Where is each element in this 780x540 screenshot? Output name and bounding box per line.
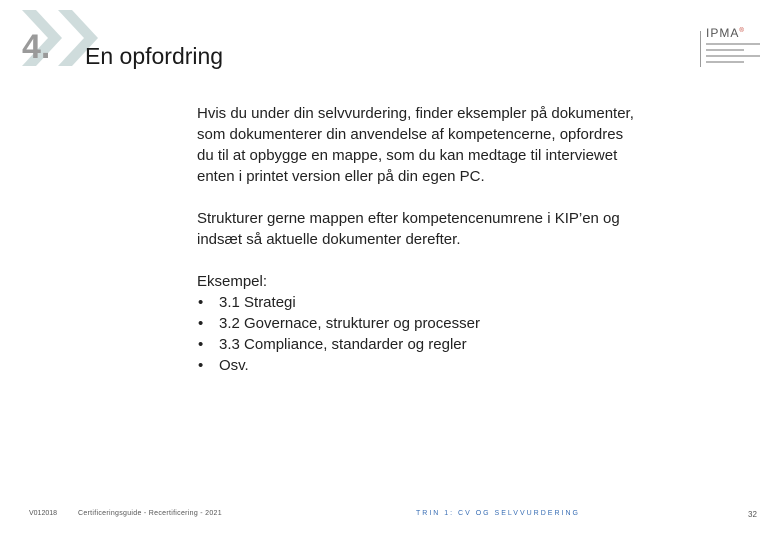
- paragraph-folder-advice: Hvis du under din selvvurdering, finder eksempler på dokumenter, som dokumenterer din anvendelse af kompetencerne, opfordres du til at opbygge en mappe, som du kan medtage til interviewet enten i printet version eller på din egen PC.: [197, 105, 634, 185]
- logo-tagline-line: [706, 55, 760, 57]
- bullet-icon: •: [198, 357, 204, 374]
- list-item: [197, 355, 637, 376]
- section-number: 4.: [22, 28, 51, 66]
- example-list: [197, 292, 637, 376]
- ipma-logo: [706, 27, 760, 63]
- bullet-icon: •: [198, 294, 204, 311]
- logo-tagline-line: [706, 61, 744, 63]
- example-heading: Eksempel:: [197, 273, 268, 290]
- paragraph-structure-advice: Strukturer gerne mappen efter kompetencenumrene i KIP’en og indsæt så aktuelle dokumenter derefter.: [197, 210, 620, 248]
- list-item-text: 3.3 Compliance, standarder og regler: [219, 336, 467, 353]
- page-number: 32: [748, 510, 757, 519]
- footer-step: TRIN 1: CV OG SELVVURDERING: [416, 510, 580, 517]
- list-item: [197, 292, 637, 313]
- list-item-text: Osv.: [219, 357, 249, 374]
- list-item-text: 3.2 Governace, strukturer og processer: [219, 315, 480, 332]
- logo-wordmark: [706, 27, 760, 39]
- footer-version: V012018: [29, 510, 58, 517]
- page-title: En opfordring: [85, 43, 224, 69]
- logo-divider: [700, 31, 701, 67]
- body-content: [197, 103, 637, 376]
- logo-wordmark-text: IPMA: [706, 26, 740, 40]
- bullet-icon: •: [198, 315, 204, 332]
- list-item: [197, 313, 637, 334]
- list-item-text: 3.1 Strategi: [219, 294, 296, 311]
- list-item: [197, 334, 637, 355]
- logo-registered-mark: ®: [739, 28, 745, 34]
- bullet-icon: •: [198, 336, 204, 353]
- logo-tagline-line: [706, 49, 744, 51]
- footer-guide-title: Certificeringsguide - Recertificering - 2021: [78, 510, 222, 517]
- logo-tagline-line: [706, 43, 760, 45]
